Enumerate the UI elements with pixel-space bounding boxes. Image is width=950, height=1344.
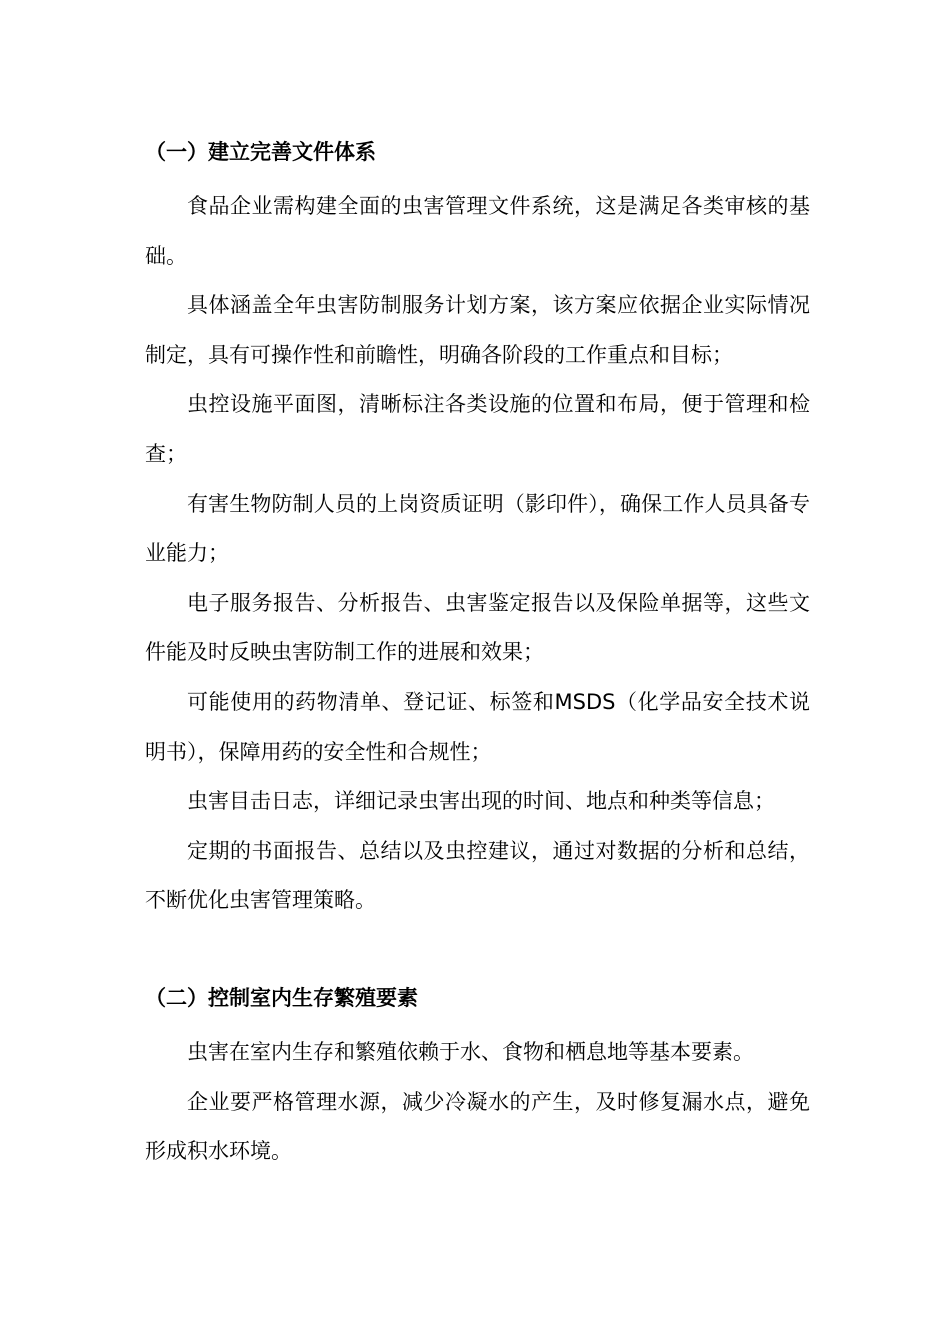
paragraph: 虫害目击日志，详细记录虫害出现的时间、地点和种类等信息；	[187, 789, 775, 814]
section-build-document-system	[145, 133, 810, 926]
paragraph: 电子服务报告、分析报告、虫害鉴定报告以及保险单据等，这些文件能及时反映虫害防制工作的进展和效果；	[145, 590, 810, 665]
paragraph: 可能使用的药物清单、登记证、标签和MSDS（化学品安全技术说明书），保障用药的安全性和合规性；	[145, 689, 810, 764]
section-control-indoor-factors	[145, 979, 810, 1177]
paragraph: 虫控设施平面图，清晰标注各类设施的位置和布局，便于管理和检查；	[145, 392, 810, 466]
section-heading: （二）控制室内生存繁殖要素	[145, 986, 418, 1010]
paragraph: 具体涵盖全年虫害防制服务计划方案，该方案应依据企业实际情况制定，具有可操作性和前瞻性，明确各阶段的工作重点和目标；	[145, 293, 810, 367]
paragraph: 企业要严格管理水源，减少冷凝水的产生，及时修复漏水点，避免形成积水环境。	[145, 1089, 810, 1164]
paragraph: 有害生物防制人员的上岗资质证明（影印件），确保工作人员具备专业能力；	[145, 491, 810, 566]
paragraph: 食品企业需构建全面的虫害管理文件系统，这是满足各类审核的基础。	[145, 194, 810, 268]
paragraph: 定期的书面报告、总结以及虫控建议，通过对数据的分析和总结，不断优化虫害管理策略。	[145, 838, 810, 913]
paragraph: 虫害在室内生存和繁殖依赖于水、食物和栖息地等基本要素。	[187, 1040, 754, 1064]
section-heading: （一）建立完善文件体系	[145, 140, 376, 164]
